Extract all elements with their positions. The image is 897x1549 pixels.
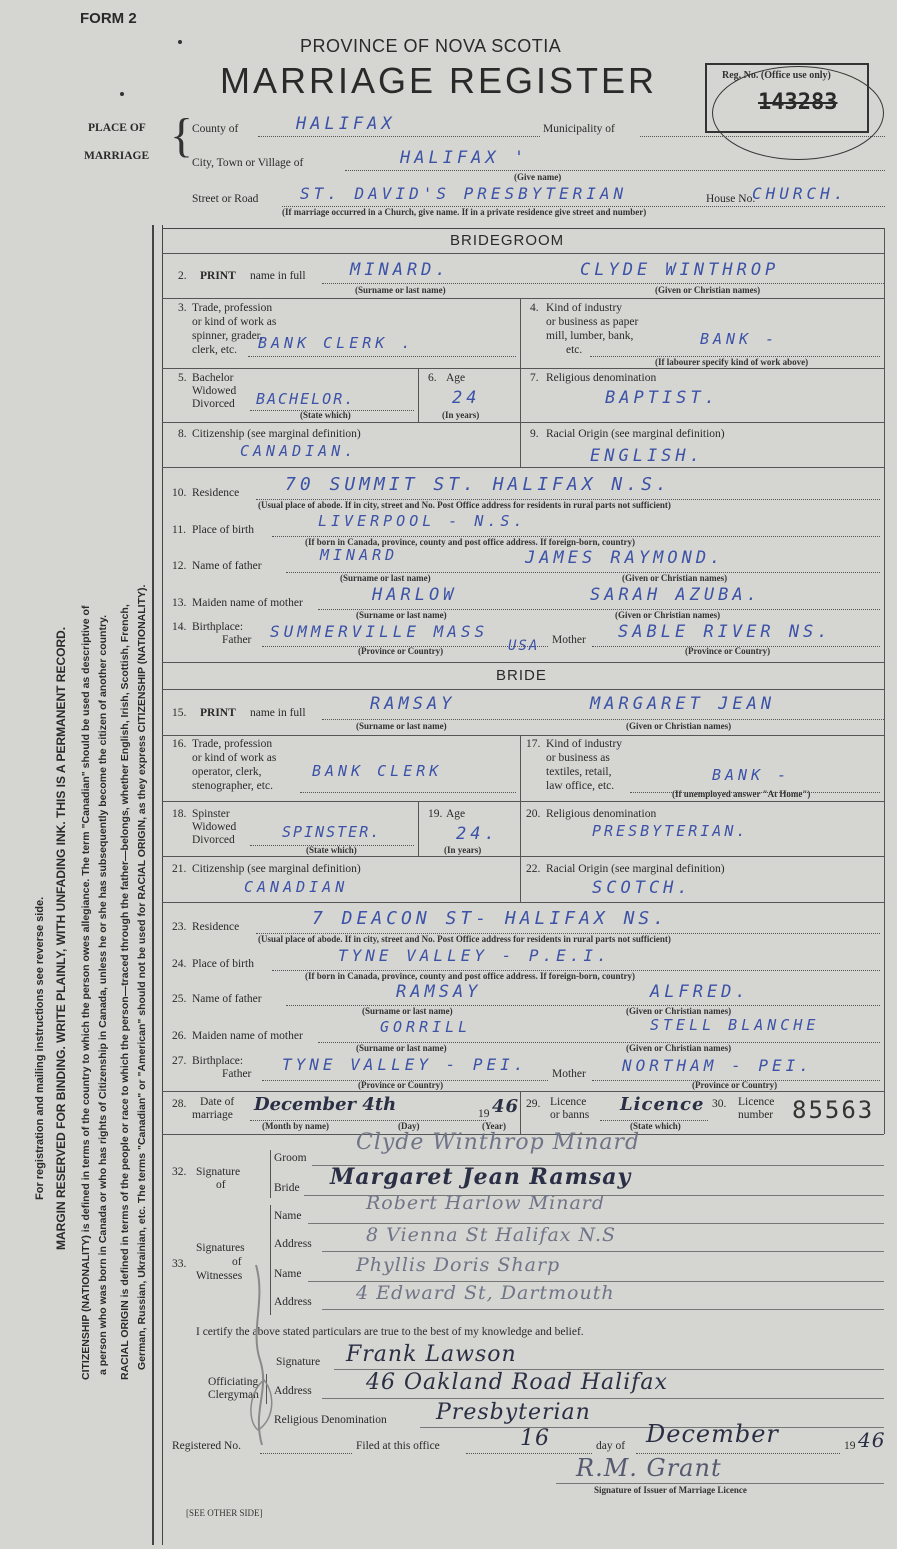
groom-signature: Clyde Winthrop Minard: [356, 1130, 641, 1155]
brace: {: [170, 109, 194, 162]
bride-status-cap: (State which): [306, 845, 357, 855]
field-7-num: 7.: [530, 372, 539, 384]
groom-mother-given-cap: (Given or Christian names): [615, 610, 721, 620]
filed-day: 16: [520, 1426, 550, 1451]
bride-industry: BANK -: [712, 766, 791, 784]
bride-father-given: ALFRED.: [650, 982, 750, 1002]
groom-mother-given: SARAH AZUBA.: [590, 585, 761, 605]
field-33-line3: Witnesses: [196, 1270, 243, 1282]
field-26-label: Maiden name of mother: [192, 1030, 303, 1042]
bride-father-given-cap: (Given or Christian names): [626, 1006, 732, 1016]
street-value: ST. DAVID'S PRESBYTERIAN: [300, 184, 628, 203]
house-label: House No.: [706, 193, 756, 205]
field-9-num: 9.: [530, 428, 539, 440]
field-16-num: 16.: [172, 738, 187, 750]
filed-month: December: [646, 1420, 779, 1448]
bride-mother-surname: GORRILL: [380, 1018, 472, 1036]
field-8-num: 8.: [178, 428, 187, 440]
bride-mother-given: STELL BLANCHE: [650, 1016, 820, 1034]
give-name-caption: (Give name): [514, 172, 562, 182]
section-bridegroom: BRIDEGROOM: [450, 232, 565, 249]
field-28-num: 28.: [172, 1098, 187, 1110]
field-23-label: Residence: [192, 921, 240, 933]
witness2-name: Phyllis Doris Sharp: [356, 1254, 561, 1276]
field-3-num: 3.: [178, 302, 187, 314]
field-4-line4: etc.: [566, 344, 583, 356]
field-30-num: 30.: [712, 1098, 727, 1110]
year-cap: (Year): [482, 1121, 506, 1131]
field-20-num: 20.: [526, 808, 541, 820]
field-18-num: 18.: [172, 808, 187, 820]
field-25-num: 25.: [172, 993, 187, 1005]
groom-mother-birthplace: SABLE RIVER NS.: [618, 622, 832, 642]
groom-given: CLYDE WINTHROP: [580, 260, 780, 280]
groom-father-given-cap: (Given or Christian names): [622, 573, 728, 583]
city-value: HALIFAX ': [400, 148, 529, 168]
field-25-label: Name of father: [192, 993, 262, 1005]
field-14-line2: Father: [222, 634, 252, 646]
registered-label: Registered No.: [172, 1440, 241, 1452]
field-17-line2: or business as: [546, 752, 610, 764]
field-27-line2: Father: [222, 1068, 252, 1080]
field-8-label: Citizenship (see marginal definition): [192, 428, 361, 440]
bride-surname: RAMSAY: [370, 694, 456, 714]
field-28-line2: marriage: [192, 1109, 233, 1121]
groom-industry: BANK -: [700, 330, 779, 348]
field-3-line1: Trade, profession: [192, 302, 273, 314]
field-12-label: Name of father: [192, 560, 262, 572]
clergy-address: 46 Oakland Road Halifax: [366, 1370, 668, 1395]
street-note: (If marriage occurred in a Church, give name. If in a private residence give street and number): [282, 207, 647, 217]
month-cap: (Month by name): [262, 1121, 329, 1131]
field-18-line2: Widowed: [192, 821, 237, 833]
field-12-num: 12.: [172, 560, 187, 572]
margin-binding-note: MARGIN RESERVED FOR BINDING. WRITE PLAINLY, WITH UNFADING INK. THIS IS A PERMANENT RECORD.: [54, 626, 68, 1250]
field-20-label: Religious denomination: [546, 808, 657, 820]
filed-year-prefix: 19: [844, 1440, 856, 1452]
frame-right: [884, 228, 885, 1134]
bride-religion: PRESBYTERIAN.: [592, 822, 749, 840]
clergy-sig-label: Signature: [276, 1356, 321, 1368]
groom-surname-cap: (Surname or last name): [355, 285, 446, 295]
field-24-label: Place of birth: [192, 958, 254, 970]
field-13-label: Maiden name of mother: [192, 597, 303, 609]
see-other-side: [SEE OTHER SIDE]: [186, 1508, 263, 1518]
field-22-label: Racial Origin (see marginal definition): [546, 863, 725, 875]
field-17-num: 17.: [526, 738, 541, 750]
city-label: City, Town or Village of: [192, 157, 304, 169]
field-15-label: PRINT: [200, 707, 236, 719]
citizenship-definition-2: a person who was born in Canada or who has rights of Citizenship in Canada, unless he or she has subsequently become the citizen of another country.: [97, 614, 109, 1375]
reg-number: 143283: [758, 90, 838, 115]
marriage-date: December 4th: [254, 1094, 397, 1115]
groom-father-birthplace-country: USA: [508, 638, 540, 654]
bride-father-birth-cap: (Province or Country): [358, 1080, 444, 1090]
field-3-line3: spinner, grader,: [192, 330, 263, 342]
groom-father-birthplace: SUMMERVILLE MASS: [270, 622, 489, 641]
bride-father-surname: RAMSAY: [396, 982, 482, 1002]
issuer-caption: Signature of Issuer of Marriage Licence: [594, 1485, 747, 1495]
bride-residence: 7 DEACON ST- HALIFAX NS.: [312, 908, 669, 929]
day-cap: (Day): [398, 1121, 420, 1131]
field-6-label: Age: [446, 372, 466, 384]
bride-mother-birth-label: Mother: [552, 1068, 586, 1080]
groom-father-given: JAMES RAYMOND.: [525, 548, 725, 568]
groom-racial-origin: ENGLISH.: [590, 446, 704, 466]
groom-given-cap: (Given or Christian names): [655, 285, 761, 295]
groom-father-surname-cap: (Surname or last name): [340, 573, 431, 583]
filed-year: 46: [858, 1428, 886, 1452]
field-10-num: 10.: [172, 487, 187, 499]
field-5-num: 5.: [178, 372, 187, 384]
frame-left: [162, 225, 163, 1545]
clergyman-label: Clergyman: [208, 1389, 259, 1401]
field-22-num: 22.: [526, 863, 541, 875]
dot-mark: [178, 40, 182, 44]
groom-status: BACHELOR.: [256, 390, 356, 408]
bride-given-cap: (Given or Christian names): [626, 721, 732, 731]
field-2-num: 2.: [178, 270, 187, 282]
witness1-address: 8 Vienna St Halifax N.S: [366, 1224, 616, 1246]
field-4-line3: mill, lumber, bank,: [546, 330, 634, 342]
groom-birthplace-note: (If born in Canada, province, county and post office address. If foreign-born, country): [305, 537, 636, 547]
field-29-line1: Licence: [550, 1096, 587, 1108]
binding-line: [152, 225, 154, 1545]
field-32-line1: Signature: [196, 1166, 241, 1178]
bride-industry-note: (If unemployed answer "At Home"): [672, 789, 811, 799]
groom-trade: BANK CLERK .: [258, 334, 415, 352]
field-30-line2: number: [738, 1109, 774, 1121]
bride-residence-note: (Usual place of abode. If in city, street and No. Post Office address for residents in rural parts not sufficient): [258, 934, 671, 944]
reg-label: Reg. No. (Office use only): [722, 70, 831, 81]
field-9-label: Racial Origin (see marginal definition): [546, 428, 725, 440]
province-heading: PROVINCE OF NOVA SCOTIA: [300, 36, 562, 56]
w1-name-label: Name: [274, 1210, 302, 1222]
margin-instructions: For registration and mailing instructions see reverse side.: [34, 896, 46, 1200]
field-26-num: 26.: [172, 1030, 187, 1042]
groom-father-surname: MINARD: [320, 546, 399, 564]
field-28-line1: Date of: [200, 1096, 235, 1108]
clergy-signature: Frank Lawson: [346, 1342, 517, 1367]
groom-father-birth-cap: (Province or Country): [358, 646, 444, 656]
field-17-line1: Kind of industry: [546, 738, 623, 750]
field-4-line1: Kind of industry: [546, 302, 623, 314]
field-7-label: Religious denomination: [546, 372, 657, 384]
groom-residence: 70 SUMMIT ST. HALIFAX N.S.: [285, 474, 671, 495]
groom-residence-note: (Usual place of abode. If in city, street and No. Post Office address for residents in rural parts not sufficient): [258, 500, 671, 510]
field-33-num: 33.: [172, 1258, 187, 1270]
field-2-label2: name in full: [250, 270, 306, 282]
bride-age: 24.: [456, 824, 499, 844]
groom-mother-birth-cap: (Province or Country): [685, 646, 771, 656]
groom-religion: BAPTIST.: [605, 388, 719, 408]
groom-status-cap: (State which): [300, 410, 351, 420]
municipality-label: Municipality of: [543, 123, 615, 135]
bride-signature: Margaret Jean Ramsay: [330, 1164, 632, 1190]
field-15-label2: name in full: [250, 707, 306, 719]
bride-sig-label: Bride: [274, 1182, 300, 1194]
field-3-line4: clerk, etc.: [192, 344, 238, 356]
field-4-line2: or business as paper: [546, 316, 639, 328]
w1-address-label: Address: [274, 1238, 312, 1250]
frame-top: [162, 228, 885, 229]
citizenship-definition-1: CITIZENSHIP (NATIONALITY) is defined in terms of the country to which the person owes allegiance. The term "Canadian" should be used as descriptive of: [80, 605, 92, 1380]
place-label-bottom: MARRIAGE: [84, 150, 150, 162]
racial-definition-2: German, Russian, Ukrainian, etc. The terms "Canadian" or "American" should not be used for RACIAL ORIGIN, as they express CITIZENSHIP (NATIONALITY).: [136, 584, 148, 1370]
field-10-label: Residence: [192, 487, 240, 499]
groom-mother-birth-label: Mother: [552, 634, 586, 646]
county-value: HALIFAX: [296, 114, 396, 134]
field-2-label: PRINT: [200, 270, 236, 282]
bride-mother-birthplace: NORTHAM - PEI.: [622, 1056, 813, 1075]
issuer-signature: R.M. Grant: [576, 1454, 722, 1482]
groom-age-cap: (In years): [442, 410, 480, 420]
groom-citizenship: CANADIAN.: [240, 442, 358, 460]
field-5-line1: Bachelor: [192, 372, 234, 384]
field-14-line1: Birthplace:: [192, 621, 244, 633]
groom-sig-label: Groom: [274, 1152, 307, 1164]
certify-statement: I certify the above stated particulars are true to the best of my knowledge and belief.: [196, 1326, 584, 1338]
field-4-num: 4.: [530, 302, 539, 314]
bride-trade: BANK CLERK: [312, 762, 443, 780]
marriage-year: 46: [492, 1096, 520, 1117]
field-33-line1: Signatures: [196, 1242, 245, 1254]
officiating-label: Officiating: [208, 1376, 259, 1388]
bride-citizenship: CANADIAN: [244, 878, 349, 896]
bride-birthplace-note: (If born in Canada, province, county and post office address. If foreign-born, country): [305, 971, 636, 981]
bride-mother-birth-cap: (Province or Country): [692, 1080, 778, 1090]
field-24-num: 24.: [172, 958, 187, 970]
field-16-line3: operator, clerk,: [192, 766, 262, 778]
field-16-line4: stenographer, etc.: [192, 780, 273, 792]
groom-age: 24: [452, 388, 481, 408]
bride-racial-origin: SCOTCH.: [592, 878, 692, 898]
field-29-line2: or banns: [550, 1109, 590, 1121]
field-15-num: 15.: [172, 707, 187, 719]
groom-industry-note: (If labourer specify kind of work above): [655, 357, 809, 367]
page-title: MARRIAGE REGISTER: [220, 60, 658, 101]
field-18-line3: Divorced: [192, 834, 235, 846]
house-value: CHURCH.: [752, 184, 848, 203]
witness1-name: Robert Harlow Minard: [366, 1192, 606, 1214]
racial-definition-1: RACIAL ORIGIN is defined in terms of the people or race to which the person—traced through the father—belongs, whether English, Irish, Scottish, French,: [119, 604, 131, 1380]
bride-surname-cap: (Surname or last name): [356, 721, 447, 731]
field-18-line1: Spinster: [192, 808, 230, 820]
dot-mark: [120, 92, 124, 96]
street-label: Street or Road: [192, 193, 259, 205]
groom-birthplace: LIVERPOOL - N.S.: [318, 512, 527, 530]
field-17-line3: textiles, retail,: [546, 766, 612, 778]
place-label-top: PLACE OF: [88, 122, 146, 134]
field-5-line3: Divorced: [192, 398, 235, 410]
field-19-label: Age: [446, 808, 466, 820]
bride-birthplace: TYNE VALLEY - P.E.I.: [338, 946, 611, 965]
field-30-line1: Licence: [738, 1096, 775, 1108]
form-label: FORM 2: [80, 10, 137, 27]
field-32-num: 32.: [172, 1166, 187, 1178]
field-27-line1: Birthplace:: [192, 1055, 244, 1067]
field-19-num: 19.: [428, 808, 443, 820]
denomination-label: Religious Denomination: [274, 1414, 387, 1426]
bride-given: MARGARET JEAN: [590, 694, 776, 714]
witness2-address: 4 Edward St, Dartmouth: [356, 1282, 615, 1304]
field-16-line2: or kind of work as: [192, 752, 277, 764]
bride-mother-given-cap: (Given or Christian names): [626, 1043, 732, 1053]
licence-number: 85563: [792, 1096, 875, 1124]
field-29-num: 29.: [526, 1098, 541, 1110]
bride-age-cap: (In years): [444, 845, 482, 855]
field-11-num: 11.: [172, 524, 186, 536]
field-21-label: Citizenship (see marginal definition): [192, 863, 361, 875]
licence-state-cap: (State which): [630, 1121, 681, 1131]
pencil-mark: [236, 1260, 286, 1450]
field-17-line4: law office, etc.: [546, 780, 615, 792]
field-16-line1: Trade, profession: [192, 738, 273, 750]
bride-father-birthplace: TYNE VALLEY - PEI.: [282, 1055, 528, 1074]
county-label: County of: [192, 123, 239, 135]
day-of-label: day of: [596, 1440, 626, 1452]
field-6-num: 6.: [428, 372, 437, 384]
field-13-num: 13.: [172, 597, 187, 609]
bride-father-surname-cap: (Surname or last name): [362, 1006, 453, 1016]
clergy-address-label: Address: [274, 1385, 312, 1397]
groom-mother-surname-cap: (Surname or last name): [356, 610, 447, 620]
field-32-line2: of: [216, 1179, 226, 1191]
field-11-label: Place of birth: [192, 524, 254, 536]
bride-mother-surname-cap: (Surname or last name): [356, 1043, 447, 1053]
field-21-num: 21.: [172, 863, 187, 875]
field-23-num: 23.: [172, 921, 187, 933]
groom-mother-surname: HARLOW: [372, 585, 458, 605]
field-5-line2: Widowed: [192, 385, 237, 397]
bride-status: SPINSTER.: [282, 823, 382, 841]
groom-surname: MINARD.: [350, 260, 450, 280]
field-33-line2: of: [232, 1256, 242, 1268]
marriage-year-prefix: 19: [478, 1108, 490, 1120]
w2-address-label: Address: [274, 1296, 312, 1308]
field-27-num: 27.: [172, 1055, 187, 1067]
licence-or-banns: Licence: [620, 1094, 705, 1115]
filed-label: Filed at this office: [356, 1440, 440, 1452]
section-bride: BRIDE: [496, 667, 547, 684]
w2-name-label: Name: [274, 1268, 302, 1280]
field-3-line2: or kind of work as: [192, 316, 277, 328]
field-14-num: 14.: [172, 621, 187, 633]
clergy-denomination: Presbyterian: [436, 1400, 591, 1425]
